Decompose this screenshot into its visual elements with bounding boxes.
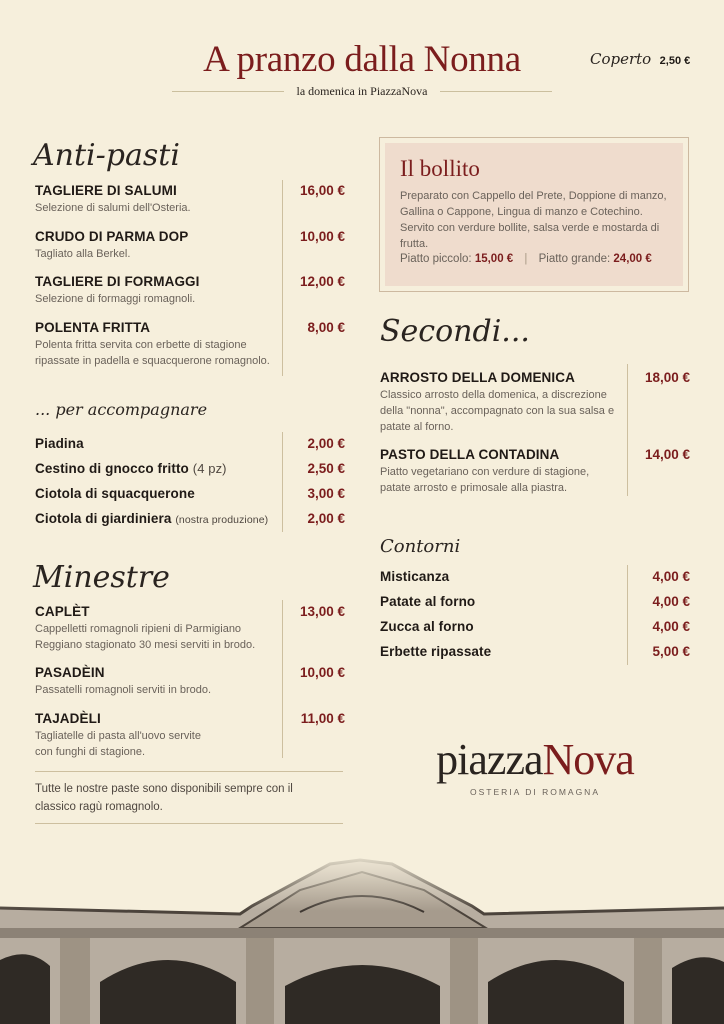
- menu-item: [35, 665, 281, 698]
- minestre-heading: Minestre: [33, 560, 170, 595]
- contorni-heading: Contorni: [380, 536, 461, 557]
- menu-item: [35, 183, 275, 216]
- item-description-line: Tagliatelle di pasta all'uovo servite: [35, 730, 201, 742]
- logo-word-accent: Nova: [542, 735, 634, 784]
- item-name: CAPLÈT: [35, 604, 90, 619]
- item-name: Zucca al forno: [380, 619, 474, 634]
- item-name: TAGLIERE DI FORMAGGI: [35, 274, 200, 289]
- menu-item: [35, 320, 281, 369]
- item-description: [35, 337, 281, 369]
- antipasti-heading: Anti-pasti: [33, 138, 180, 173]
- menu-item: [380, 447, 625, 496]
- menu-item: [35, 604, 281, 653]
- bollito-small-price: 15,00 €: [474, 253, 514, 265]
- divider: [35, 771, 343, 772]
- item-description-line: Reggiano stagionato 30 mesi serviti in brodo.: [35, 639, 256, 651]
- item-price: 10,00 €: [299, 665, 345, 680]
- item-price: 3,00 €: [307, 486, 345, 501]
- logo-word-main: piazza: [436, 735, 543, 784]
- item-description: [380, 387, 625, 435]
- antipasti-price-divider: [282, 180, 283, 376]
- item-name: Erbette ripassate: [380, 644, 492, 659]
- menu-item: [35, 486, 275, 501]
- item-name: PASTO DELLA CONTADINA: [380, 447, 560, 462]
- item-name: TAGLIERE DI SALUMI: [35, 183, 177, 198]
- menu-item: [35, 436, 275, 451]
- menu-item: [380, 644, 620, 659]
- item-description: Passatelli romagnoli serviti in brodo.: [35, 684, 212, 696]
- item-price: 5,00 €: [652, 644, 690, 659]
- menu-item: [380, 594, 620, 609]
- page-title: A pranzo dalla Nonna: [203, 39, 521, 80]
- secondi-heading: Secondi...: [380, 314, 530, 349]
- item-name: POLENTA FRITTA: [35, 320, 151, 335]
- item-description-line: Cappelletti romagnoli ripieni di Parmigiano: [35, 623, 242, 635]
- bollito-description: Preparato con Cappello del Prete, Doppione di manzo, Gallina o Cappone, Lingua di manzo e Cotechino. Servito con verdure bollite, salsa verde e mostarda di frutta.: [400, 190, 667, 250]
- bollito-title: Il bollito: [400, 156, 480, 181]
- item-name: PASADÈIN: [35, 665, 105, 680]
- bollito-prices: [400, 253, 652, 265]
- item-name: Cestino di gnocco fritto: [35, 461, 189, 476]
- item-description-line: patate arrosto e primosale alla piastra.: [380, 482, 568, 494]
- accompagnare-heading: ... per accompagnare: [35, 400, 208, 419]
- bollito-large-price: 24,00 €: [613, 253, 652, 265]
- contorni-price-divider: [627, 565, 628, 665]
- secondi-price-divider: [627, 364, 628, 496]
- accompagnare-price-divider: [282, 432, 283, 532]
- menu-item: [380, 370, 625, 435]
- item-price: 4,00 €: [652, 569, 690, 584]
- item-price: 4,00 €: [652, 619, 690, 634]
- item-price: 2,50 €: [307, 461, 345, 476]
- bollito-large-label: Piatto grande:: [538, 253, 611, 265]
- logo-tagline: OSTERIA DI ROMAGNA: [470, 787, 600, 797]
- item-price: 12,00 €: [299, 274, 345, 289]
- logo-wordmark: [420, 734, 650, 785]
- minestre-price-divider: [282, 600, 283, 758]
- bollito-price-separator: |: [524, 253, 528, 265]
- item-description: Tagliato alla Berkel.: [35, 248, 131, 260]
- item-price: 14,00 €: [644, 447, 690, 462]
- menu-item: [35, 229, 275, 262]
- restaurant-logo: [420, 734, 650, 797]
- menu-item: [35, 511, 281, 526]
- item-name: Ciotola di squacquerone: [35, 486, 195, 501]
- cover-charge: [590, 50, 690, 69]
- item-description: Selezione di formaggi romagnoli.: [35, 293, 196, 305]
- cover-charge-label: Coperto: [590, 50, 652, 68]
- item-description-line: Polenta fritta servita con erbette di stagione: [35, 339, 247, 351]
- item-name: Piadina: [35, 436, 84, 451]
- menu-item: [35, 274, 275, 307]
- item-description-line: patate al forno.: [380, 421, 454, 433]
- item-price: 2,00 €: [307, 511, 345, 526]
- item-description-line: ripassate in padella e squacquerone romagnolo.: [35, 355, 270, 367]
- bollito-small-label: Piatto piccolo:: [400, 253, 472, 265]
- item-price: 8,00 €: [307, 320, 345, 335]
- item-description: [35, 621, 281, 653]
- item-price: 4,00 €: [652, 594, 690, 609]
- item-description-line: della "nonna", accompagnato con la sua salsa e: [380, 405, 615, 417]
- item-name: Misticanza: [380, 569, 450, 584]
- item-price: 18,00 €: [644, 370, 690, 385]
- menu-item: [35, 711, 281, 760]
- item-note: (nostra produzione): [175, 514, 269, 526]
- item-description-line: Classico arrosto della domenica, a discrezione: [380, 389, 607, 401]
- piazza-arcade-illustration: [0, 850, 724, 1024]
- item-name: TAJADÈLI: [35, 711, 101, 726]
- item-description: [35, 728, 281, 760]
- item-description: Selezione di salumi dell'Osteria.: [35, 202, 191, 214]
- divider: [35, 823, 343, 824]
- item-name: Patate al forno: [380, 594, 476, 609]
- item-price: 10,00 €: [299, 229, 345, 244]
- item-note: (4 pz): [192, 461, 227, 476]
- menu-item: [380, 569, 620, 584]
- item-name: Ciotola di giardiniera: [35, 511, 172, 526]
- item-description-line: Piatto vegetariano con verdure di stagione,: [380, 466, 590, 478]
- item-price: 16,00 €: [299, 183, 345, 198]
- menu-item: [35, 461, 280, 476]
- item-price: 13,00 €: [299, 604, 345, 619]
- item-price: 11,00 €: [300, 711, 345, 726]
- page-subtitle: la domenica in PiazzaNova: [296, 84, 428, 98]
- item-description: [380, 464, 625, 496]
- item-price: 2,00 €: [307, 436, 345, 451]
- pasta-footnote: Tutte le nostre paste sono disponibili sempre con il classico ragù romagnolo.: [35, 783, 293, 813]
- item-description-line: con funghi di stagione.: [35, 746, 146, 758]
- item-name: CRUDO DI PARMA DOP: [35, 229, 189, 244]
- menu-item: [380, 619, 620, 634]
- item-name: ARROSTO DELLA DOMENICA: [380, 370, 575, 385]
- cover-charge-price: 2,50 €: [659, 55, 691, 67]
